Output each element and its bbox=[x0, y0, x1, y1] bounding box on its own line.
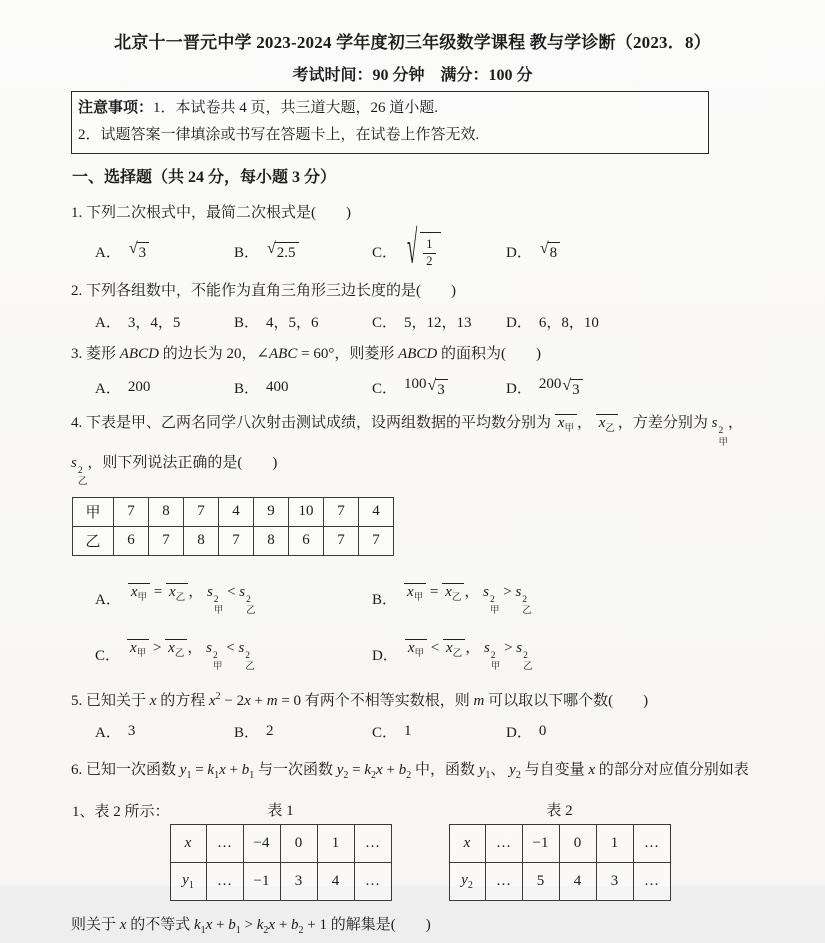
option-value: 3 bbox=[127, 723, 136, 740]
option-key: D． bbox=[506, 244, 532, 261]
table-cell: 7 bbox=[149, 526, 184, 555]
table-cell: 7 bbox=[219, 526, 254, 555]
value-table-1-block bbox=[170, 800, 392, 901]
option-key: C． bbox=[372, 315, 398, 331]
row-label: $y_1$ bbox=[170, 863, 206, 901]
option-value: 0 bbox=[538, 723, 547, 740]
row-label: 甲 bbox=[73, 497, 114, 526]
option-q4-b bbox=[372, 580, 532, 618]
option-value: 4，5，6 bbox=[266, 315, 319, 331]
notice-line-1 bbox=[78, 95, 698, 122]
option-q4-a bbox=[95, 580, 372, 618]
q4-options-row-1 bbox=[95, 580, 825, 618]
table-cell: 8 bbox=[254, 526, 289, 555]
table-cell: … bbox=[206, 825, 243, 863]
exam-title: 北京十一晋元中学 2023-2024 学年度初三年级数学课程 教与学诊断（2023．8） bbox=[114, 33, 711, 52]
option-key: B． bbox=[234, 244, 260, 261]
value-table-2 bbox=[449, 824, 671, 901]
option-q1-b bbox=[234, 239, 372, 262]
table-cell: 3 bbox=[596, 863, 633, 901]
table-cell: −1 bbox=[243, 863, 280, 901]
table-cell: 7 bbox=[324, 497, 359, 526]
q1-options bbox=[95, 224, 825, 275]
option-key: A． bbox=[95, 592, 121, 609]
option-q2-d bbox=[506, 311, 599, 332]
option-q2-c bbox=[372, 311, 506, 332]
table-cell: 6 bbox=[114, 526, 149, 555]
table-2-caption: 表 2 bbox=[546, 803, 573, 820]
table-cell: 3 bbox=[280, 863, 317, 901]
option-q5-b bbox=[234, 721, 372, 742]
option-q3-d bbox=[506, 376, 584, 399]
table-cell: 7 bbox=[359, 526, 394, 555]
option-value: 5，12，13 bbox=[404, 315, 472, 331]
option-key: D． bbox=[506, 381, 532, 398]
table-cell: 1 bbox=[596, 825, 633, 863]
q5-stem: 5. 已知关于 x 的方程 $x^2 - 2x + m = 0$ 有两个不相等实数根，则 m 可以取以下哪个数( ) bbox=[71, 691, 649, 710]
table-row bbox=[449, 825, 670, 863]
option-key: A． bbox=[95, 315, 121, 331]
table-cell: … bbox=[206, 863, 243, 901]
option-q5-c bbox=[372, 721, 506, 742]
table-cell: … bbox=[633, 863, 670, 901]
option-value: √ $\frac{1}{2}$ bbox=[404, 232, 442, 270]
table-cell: … bbox=[633, 825, 670, 863]
q6-question-line: 则关于 x 的不等式 $k_1x + b_1 > k_2x + b_2 + 1$ 的解集是( ) bbox=[71, 917, 431, 937]
table-cell: 6 bbox=[289, 526, 324, 555]
option-key: B． bbox=[234, 381, 260, 398]
option-key: C． bbox=[372, 381, 398, 398]
option-key: C． bbox=[95, 647, 121, 664]
notice-box bbox=[71, 91, 709, 154]
option-q2-b bbox=[234, 311, 372, 332]
table-1-caption: 表 1 bbox=[267, 803, 294, 820]
option-key: D． bbox=[506, 725, 532, 742]
table-cell: −4 bbox=[243, 825, 280, 863]
value-table-2-block bbox=[449, 800, 671, 901]
q1-stem: 1. 下列二次根式中，最简二次根式是( ) bbox=[71, 205, 351, 221]
q2-options bbox=[95, 311, 825, 332]
option-value: 400 bbox=[266, 379, 289, 396]
option-key: D． bbox=[372, 647, 398, 664]
table-cell: … bbox=[354, 825, 391, 863]
score-table-row-yi bbox=[73, 526, 394, 555]
table-cell: 8 bbox=[184, 526, 219, 555]
option-key: C． bbox=[372, 244, 398, 261]
option-key: B． bbox=[234, 725, 260, 742]
notice-label: 注意事项： bbox=[78, 100, 154, 116]
table-cell: 0 bbox=[559, 825, 596, 863]
table-cell: 7 bbox=[114, 497, 149, 526]
exam-info: 考试时间：90 分钟 满分：100 分 bbox=[292, 67, 533, 84]
q4-stem-line-2: s 2 乙 ，则下列说法正确的是( ) bbox=[71, 455, 278, 488]
table-cell: 4 bbox=[219, 497, 254, 526]
option-value: 2 bbox=[266, 723, 274, 740]
q6-tables-row bbox=[72, 800, 825, 901]
section-heading: 一、选择题（共 24 分，每小题 3 分） bbox=[72, 169, 337, 186]
option-key: A． bbox=[95, 725, 121, 742]
table-cell: 4 bbox=[559, 863, 596, 901]
option-key: D． bbox=[506, 315, 532, 331]
option-value: $x_甲 < x_乙$ ， s 2 甲 > s 2 乙 bbox=[405, 636, 533, 674]
option-key: C． bbox=[372, 725, 398, 742]
row-label: x bbox=[449, 825, 485, 863]
q5-options bbox=[95, 721, 825, 742]
table-cell: 7 bbox=[184, 497, 219, 526]
option-value: √ 8 bbox=[539, 239, 561, 262]
option-value: √ 2.5 bbox=[266, 239, 300, 262]
table-cell: … bbox=[485, 825, 522, 863]
option-q4-c bbox=[95, 636, 372, 674]
table-row bbox=[170, 825, 391, 863]
option-key: A． bbox=[95, 381, 121, 398]
table-cell: 7 bbox=[324, 526, 359, 555]
option-q1-a bbox=[95, 239, 234, 262]
table-cell: … bbox=[485, 863, 522, 901]
q6-stem-continuation: 1、表 2 所示： bbox=[72, 804, 170, 821]
option-value: 200 bbox=[127, 379, 151, 396]
table-cell: 5 bbox=[522, 863, 559, 901]
score-table-row-jia bbox=[73, 497, 394, 526]
table-cell: 4 bbox=[317, 863, 354, 901]
table-cell: 4 bbox=[359, 497, 394, 526]
table-cell: 8 bbox=[149, 497, 184, 526]
option-key: A． bbox=[95, 244, 121, 261]
option-value: 200 √ 3 bbox=[539, 376, 584, 399]
option-value: 6，8，10 bbox=[538, 315, 599, 331]
option-q3-b bbox=[234, 377, 372, 398]
value-table-1 bbox=[170, 824, 392, 901]
option-q2-a bbox=[95, 311, 234, 332]
table-row bbox=[449, 863, 670, 901]
option-q5-d bbox=[506, 721, 546, 742]
option-value: √ 3 bbox=[128, 239, 150, 262]
option-key: B． bbox=[234, 315, 260, 331]
option-value: $x_甲 = x_乙$ ， s 2 甲 < s 2 乙 bbox=[128, 580, 256, 618]
row-label: $y_2$ bbox=[449, 863, 485, 901]
option-q1-c bbox=[372, 224, 506, 275]
table-cell: −1 bbox=[522, 825, 559, 863]
q4-score-table bbox=[72, 497, 394, 556]
notice-line-2: 2．试题答案一律填涂或书写在答题卡上，在试卷上作答无效. bbox=[78, 127, 480, 143]
option-value: 3，4，5 bbox=[127, 315, 181, 331]
table-cell: 9 bbox=[254, 497, 289, 526]
q4-options-row-2 bbox=[95, 636, 825, 674]
row-label: x bbox=[170, 825, 206, 863]
table-row bbox=[170, 863, 391, 901]
option-key: B． bbox=[372, 592, 398, 609]
table-cell: 0 bbox=[280, 825, 317, 863]
row-label: 乙 bbox=[73, 526, 114, 555]
q3-options bbox=[95, 376, 825, 399]
q3-stem: 3. 菱形 ABCD 的边长为 20，∠ABC = 60°，则菱形 ABCD 的面积为( ) bbox=[71, 346, 541, 362]
table-cell: … bbox=[354, 863, 391, 901]
option-value: $x_甲 = x_乙$ ， s 2 甲 > s 2 乙 bbox=[404, 580, 532, 618]
option-value: $x_甲 > x_乙$ ， s 2 甲 < s 2 乙 bbox=[127, 636, 255, 674]
q4-stem-line-1: 4. 下表是甲、乙两名同学八次射击测试成绩，设两组数据的平均数分别为 $x_甲$ ， $x_乙$ ，方差分别为 s 2 甲 ， bbox=[71, 415, 744, 448]
table-cell: 10 bbox=[289, 497, 324, 526]
option-q3-c bbox=[372, 376, 506, 399]
notice-text-1: 1．本试卷共 4 页，共三道大题，26 道小题. bbox=[153, 100, 439, 116]
q2-stem: 2. 下列各组数中，不能作为直角三角形三边长度的是( ) bbox=[71, 283, 456, 299]
table-cell: 1 bbox=[317, 825, 354, 863]
option-q5-a bbox=[95, 721, 234, 742]
option-q1-d bbox=[506, 239, 561, 262]
option-value: 100 √ 3 bbox=[404, 376, 449, 399]
option-q4-d bbox=[372, 636, 533, 674]
option-value: 1 bbox=[404, 723, 412, 740]
option-q3-a bbox=[95, 377, 234, 398]
q6-stem: 6. 已知一次函数 $y_1 = k_1x + b_1$ 与一次函数 $y_2 = k_2x + b_2$ 中，函数 $y_1$、 $y_2$ 与自变量 x 的部分对应值分别如表 bbox=[71, 762, 749, 782]
